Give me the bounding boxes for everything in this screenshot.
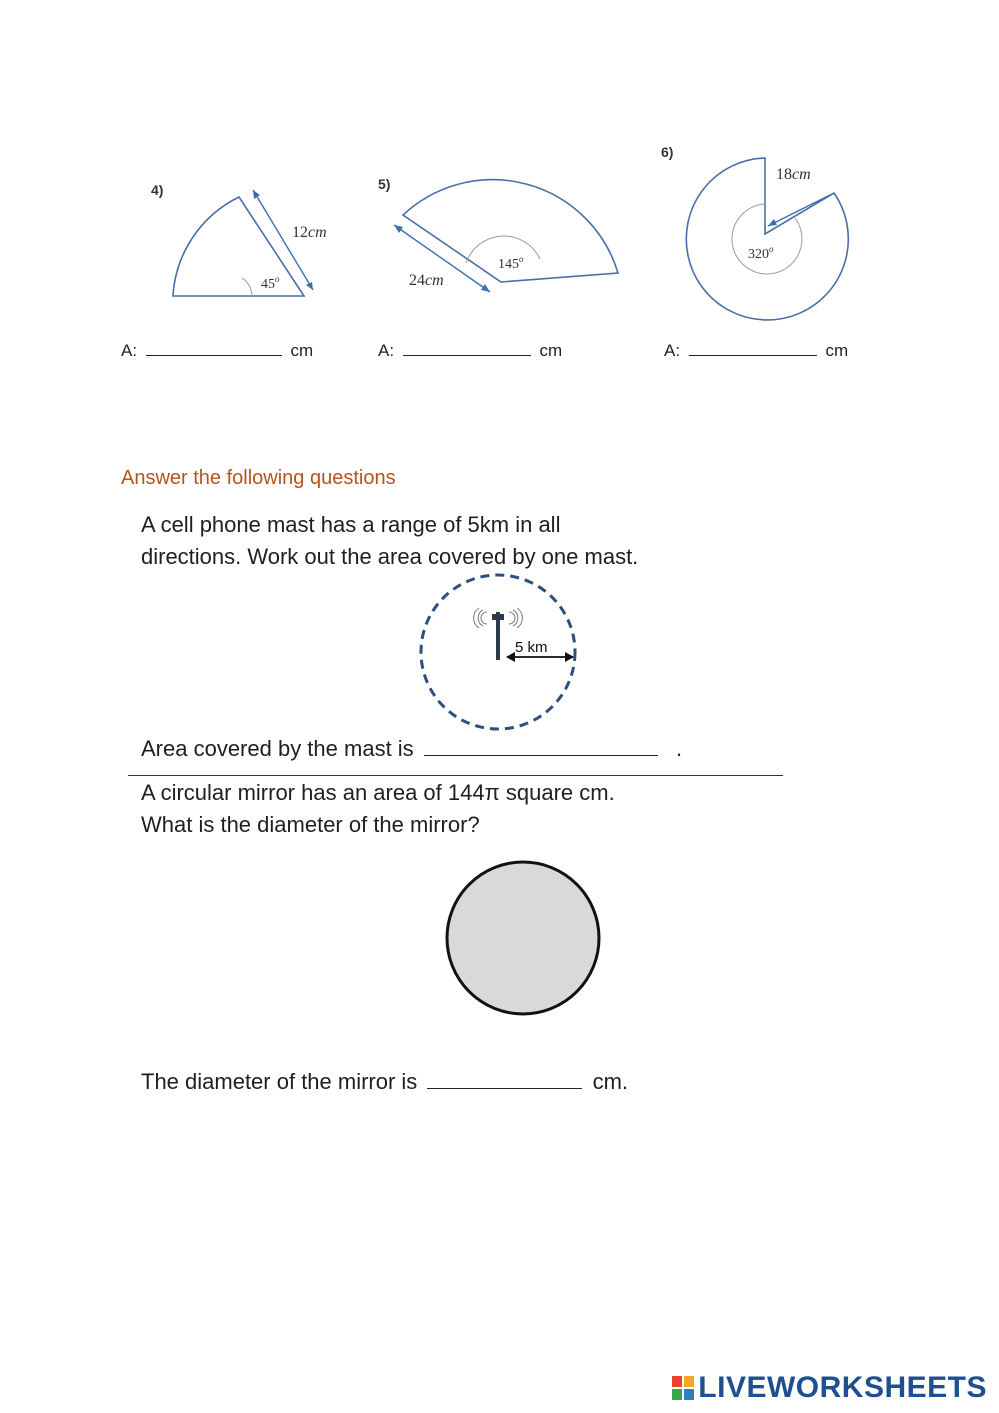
sector-figure-6 bbox=[650, 138, 860, 318]
sector-5-number: 5) bbox=[378, 176, 391, 192]
sector-6-angle-label: 320$^o$ bbox=[748, 244, 774, 262]
sector-4-shape bbox=[173, 197, 304, 296]
question-2-answer-line bbox=[141, 1066, 628, 1098]
brand-name: LIVEWORKSHEETS bbox=[698, 1371, 987, 1404]
separator-line bbox=[128, 775, 783, 776]
answer-unit: cm bbox=[539, 341, 563, 360]
question-2-answer-suffix: cm. bbox=[592, 1069, 629, 1094]
radius-label: 5 km bbox=[515, 639, 548, 656]
answer-prefix: A: bbox=[664, 341, 681, 360]
sector-4-angle-arc bbox=[242, 278, 252, 296]
sector-4-number: 4) bbox=[151, 182, 164, 198]
mast-range-diagram bbox=[415, 570, 585, 735]
sector-6-length-label: 18cm bbox=[776, 166, 811, 183]
sector-4-angle-label: 45$^o$ bbox=[261, 274, 280, 292]
sector-6-length-arrow bbox=[768, 195, 830, 226]
arrowhead-icon bbox=[565, 652, 574, 662]
question-1-line-1: A cell phone mast has a range of 5km in all bbox=[141, 512, 561, 537]
question-1-line-2: directions. Work out the area covered by one mast. bbox=[141, 544, 639, 569]
mirror-diagram bbox=[440, 855, 610, 1023]
answer-line-6 bbox=[664, 341, 848, 361]
liveworksheets-brand[interactable] bbox=[672, 1371, 987, 1405]
arrowhead-icon bbox=[253, 190, 260, 199]
sector-6-number: 6) bbox=[661, 144, 674, 160]
section-heading: Answer the following questions bbox=[121, 467, 396, 489]
answer-prefix: A: bbox=[121, 341, 138, 360]
sector-4-length-label: 12cm bbox=[292, 224, 327, 241]
arrowhead-icon bbox=[506, 652, 515, 662]
sector-figure-5 bbox=[370, 155, 640, 305]
answer-prefix: A: bbox=[378, 341, 395, 360]
question-1-answer-blank[interactable] bbox=[424, 737, 658, 756]
answer-blank-5[interactable] bbox=[403, 341, 531, 356]
mirror-circle bbox=[447, 862, 599, 1014]
question-2-line-2: What is the diameter of the mirror? bbox=[141, 812, 480, 837]
arrowhead-icon bbox=[481, 284, 490, 292]
sector-6-shape bbox=[686, 158, 848, 320]
arrowhead-icon bbox=[394, 225, 403, 233]
question-2-answer-prefix: The diameter of the mirror is bbox=[141, 1069, 418, 1094]
question-1-answer-suffix: . bbox=[675, 736, 683, 761]
answer-line-5 bbox=[378, 341, 562, 361]
answer-line-4 bbox=[121, 341, 313, 361]
question-1-answer-line bbox=[141, 733, 682, 765]
answer-unit: cm bbox=[825, 341, 849, 360]
sector-5-angle-label: 145$^o$ bbox=[498, 254, 524, 272]
question-2-line-1: A circular mirror has an area of 144π square cm. bbox=[141, 780, 615, 805]
answer-blank-6[interactable] bbox=[689, 341, 817, 356]
answer-blank-4[interactable] bbox=[146, 341, 282, 356]
question-2-answer-blank[interactable] bbox=[427, 1070, 582, 1089]
question-1-answer-prefix: Area covered by the mast is bbox=[141, 736, 414, 761]
sector-figure-4 bbox=[140, 175, 350, 315]
arrowhead-icon bbox=[768, 219, 777, 226]
answer-unit: cm bbox=[290, 341, 314, 360]
sector-5-length-label: 24cm bbox=[409, 272, 444, 289]
liveworksheets-logo-icon bbox=[672, 1376, 694, 1400]
